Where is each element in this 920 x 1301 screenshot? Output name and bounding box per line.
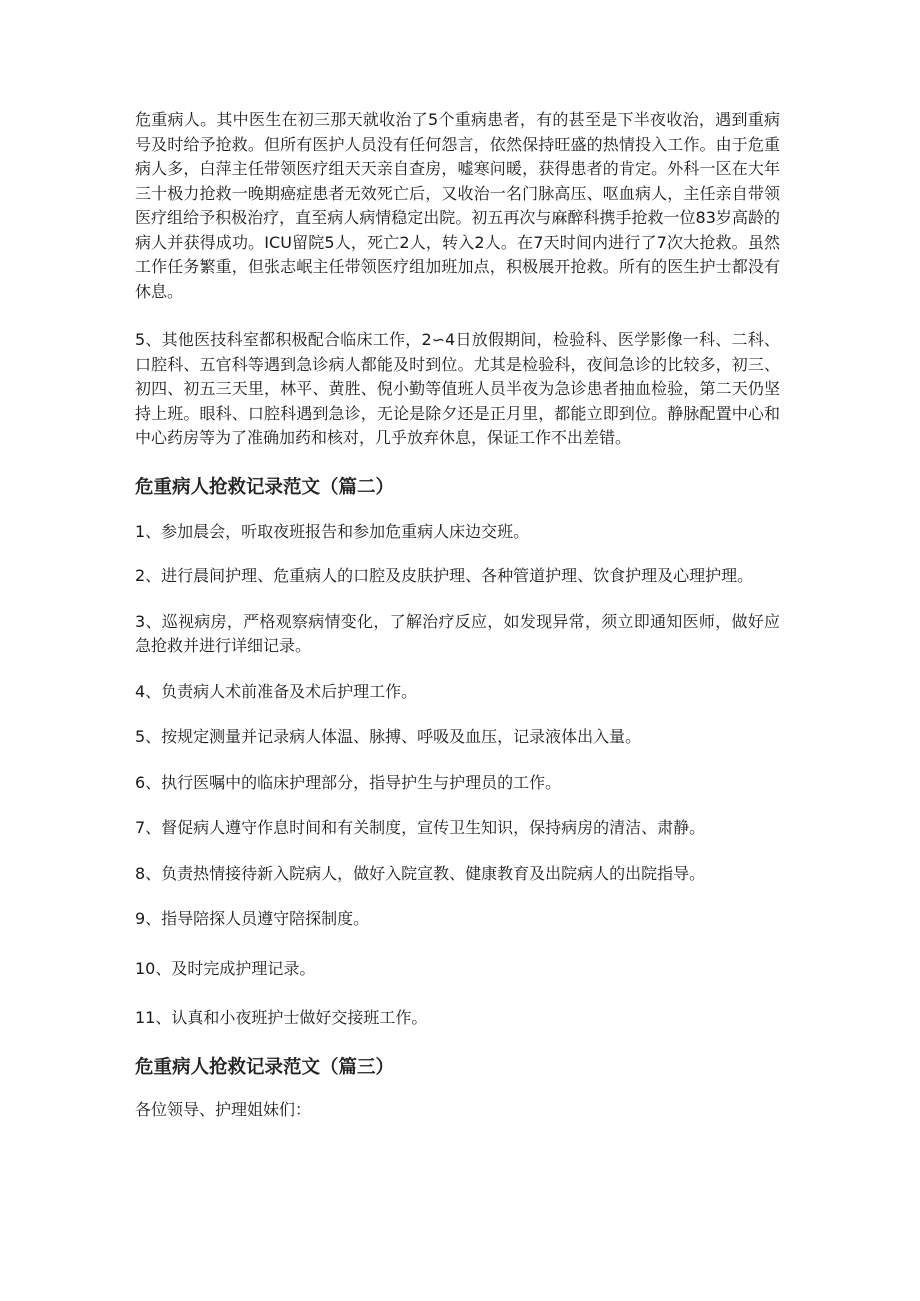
intro-paragraph-1: 危重病人。其中医生在初三那天就收治了5个重病患者，有的甚至是下半夜收治，遇到重病号及时给予抢救。但所有医护人员没有任何怨言，依然保持旺盛的热情投入工作。由于危重病人多，白萍主任带领医疗组天天亲自查房，嘘寒问暖，获得患者的肯定。外科一区在大年三十极力抢救一晚期癌症患者无效死亡后，又收治一名门脉高压、呕血病人，主任亲自带领医疗组给予积极治疗，直至病人病情稳定出院。初五再次与麻醉科携手抢救一位83岁高龄的病人并获得成功。ICU留院5人，死亡2人，转入2人。在7天时间内进行了7次大抢救。虽然工作任务繁重，但张志岷主任带领医疗组加班加点，积极展开抢救。所有的医生护士都没有休息。 [135,110,780,301]
salutation: 各位领导、护理姐妹们： [135,1099,312,1119]
list-item: 3、巡视病房，严格观察病情变化，了解治疗反应，如发现异常，须立即通知医师，做好应急抢救并进行详细记录。 [135,611,780,655]
list-item: 4、负责病人术前准备及术后护理工作。 [135,681,418,701]
section-two-list [135,520,780,1031]
section-two-heading: 危重病人抢救记录范文（篇二） [135,476,395,498]
list-item: 9、指导陪探人员遵守陪探制度。 [135,909,370,928]
list-item: 11、认真和小夜班护士做好交接班工作。 [135,1008,428,1027]
list-item: 6、执行医嘱中的临床护理部分，指导护生与护理员的工作。 [135,772,562,792]
intro-paragraph-2: 5、其他医技科室都积极配合临床工作，2∽4日放假期间，检验科、医学影像一科、二科、口腔科、五官科等遇到急诊病人都能及时到位。尤其是检验科，夜间急诊的比较多，初三、初四、初五三天里，林平、黄胜、倪小勤等值班人员半夜为急诊患者抽血检验，第二天仍坚持上班。眼科、口腔科遇到急诊，无论是除夕还是正月里，都能立即到位。静脉配置中心和中心药房等为了准确加药和核对，几乎放弃休息，保证工作不出差错。 [135,330,780,447]
list-item: 2、进行晨间护理、危重病人的口腔及皮肤护理、各种管道护理、饮食护理及心理护理。 [135,566,754,585]
list-item: 7、督促病人遵守作息时间和有关制度，宣传卫生知识，保持病房的清洁、肃静。 [135,818,706,837]
document-page [135,108,780,1122]
section-three-heading: 危重病人抢救记录范文（篇三） [135,1056,395,1078]
list-item: 1、参加晨会，听取夜班报告和参加危重病人床边交班。 [135,521,530,541]
list-item: 5、按规定测量并记录病人体温、脉搏、呼吸及血压，记录液体出入量。 [135,727,642,746]
list-item: 10、及时完成护理记录。 [135,958,316,978]
list-item: 8、负责热情接待新入院病人，做好入院宣教、健康教育及出院病人的出院指导。 [135,863,706,883]
